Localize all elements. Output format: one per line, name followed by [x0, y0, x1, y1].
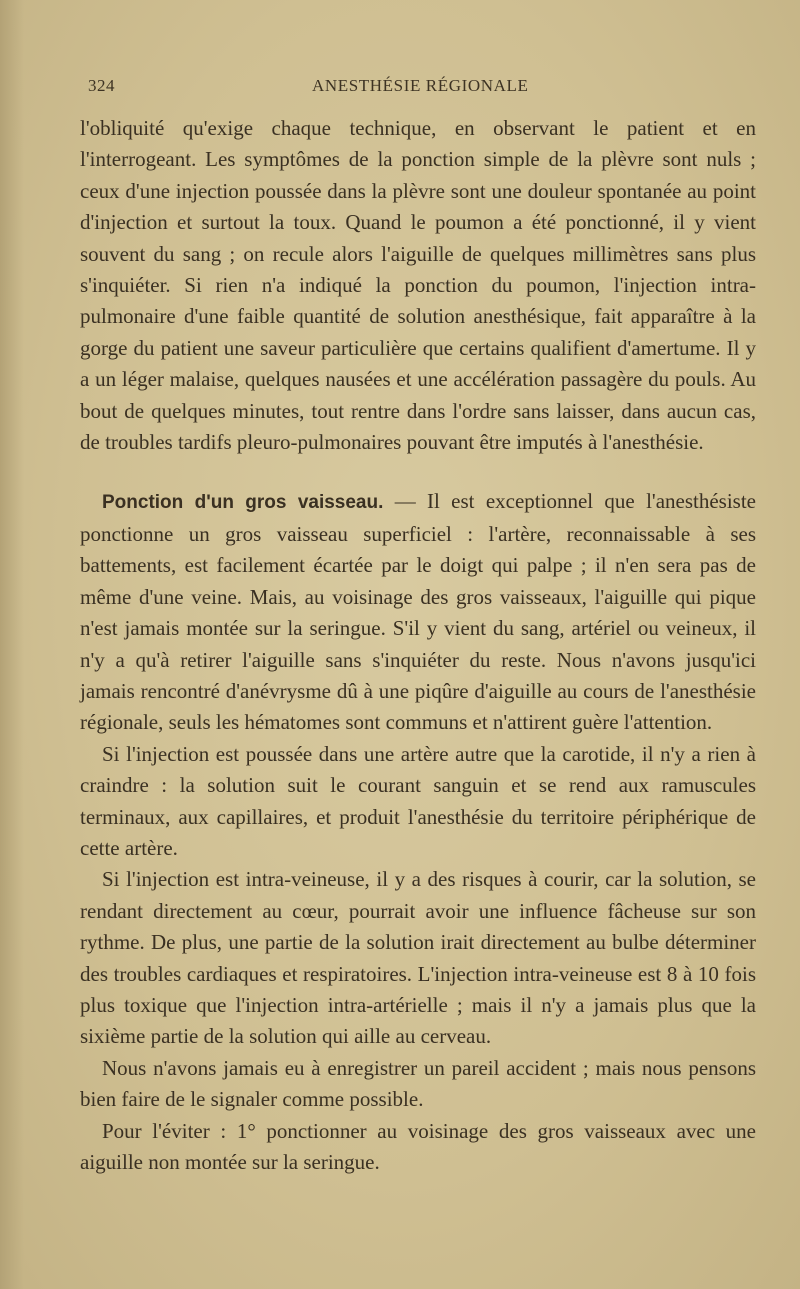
page-gutter-shadow	[0, 0, 24, 1289]
page-header	[88, 76, 736, 98]
paragraph-artery: Si l'injection est poussée dans une artère autre que la carotide, il n'y a rien à craindre : la solution suit le courant sanguin et se rend aux ramuscules terminaux, aux capillaires, et produit l'anesthésie du territoire périphérique de cette artère.	[80, 741, 756, 860]
paragraph-accident: Nous n'avons jamais eu à enregistrer un pareil accident ; mais nous pensons bien faire de le signaler comme possible.	[80, 1055, 756, 1112]
section-heading: Ponction d'un gros vaisseau.	[102, 492, 384, 514]
running-head: ANESTHÉSIE RÉGIONALE	[312, 76, 529, 95]
body-text	[80, 113, 756, 1178]
paragraph-vein: Si l'injection est intra-veineuse, il y a des risques à courir, car la solution, se rendant directement au cœur, pourrait avoir une influence fâcheuse sur son rythme. De plus, une partie de la solution irait directement au bulbe déterminer des troubles cardiaques et respiratoires. L'injection intra-veineuse est 8 à 10 fois plus toxique que l'injection intra-artérielle ; mais il n'y a jamais plus que la sixième partie de la solution qui aille au cerveau.	[80, 867, 756, 1049]
heading-dash: —	[383, 489, 428, 514]
paragraph-prevention: Pour l'éviter : 1° ponctionner au voisinage des gros vaisseaux avec une aiguille non montée sur la seringue.	[80, 1118, 756, 1174]
paragraph-vessel-text: Il est exceptionnel que l'anesthésiste ponctionne un gros vaisseau superficiel : l'artère, reconnaissable à ses battements, est facilement écartée par le doigt qui palpe ; il n'en sera pas de même d'une veine. Mais, au voisinage des gros vaisseaux, l'aiguille qui pique n'est jamais montée sur la seringue. S'il y vient du sang, artériel ou veineux, il n'y a qu'à retirer l'aiguille sans s'inquiéter du reste. Nous n'avons jusqu'ici jamais rencontré d'anévrysme dû à une piqûre d'aiguille au cours de l'anesthésie régionale, seuls les hématomes sont communs et n'attirent guère l'attention.	[80, 489, 756, 735]
paragraph-pleura: l'obliquité qu'exige chaque technique, en observant le patient et en l'interrogeant. Les symptômes de la ponction simple de la plèvre sont nuls ; ceux d'une injection poussée dans la plèvre sont une douleur spontanée au point d'injection et surtout la toux. Quand le poumon a été ponctionné, il y vient souvent du sang ; on recule alors l'aiguille de quelques millimètres sans plus s'inquiéter. Si rien n'a indiqué la ponction du poumon, l'injection intra-pulmonaire d'une faible quantité de solution anesthésique, fait apparaître à la gorge du patient une saveur particulière que certains qualifient d'amertume. Il y a un léger malaise, quelques nausées et une accélération passagère du pouls. Au bout de quelques minutes, tout rentre dans l'ordre sans laisser, dans aucun cas, de troubles tardifs pleuro-pulmonaires pouvant être imputés à l'anesthésie.	[80, 116, 756, 455]
paragraph-vessel-puncture	[80, 486, 756, 738]
page-number: 324	[88, 76, 115, 95]
